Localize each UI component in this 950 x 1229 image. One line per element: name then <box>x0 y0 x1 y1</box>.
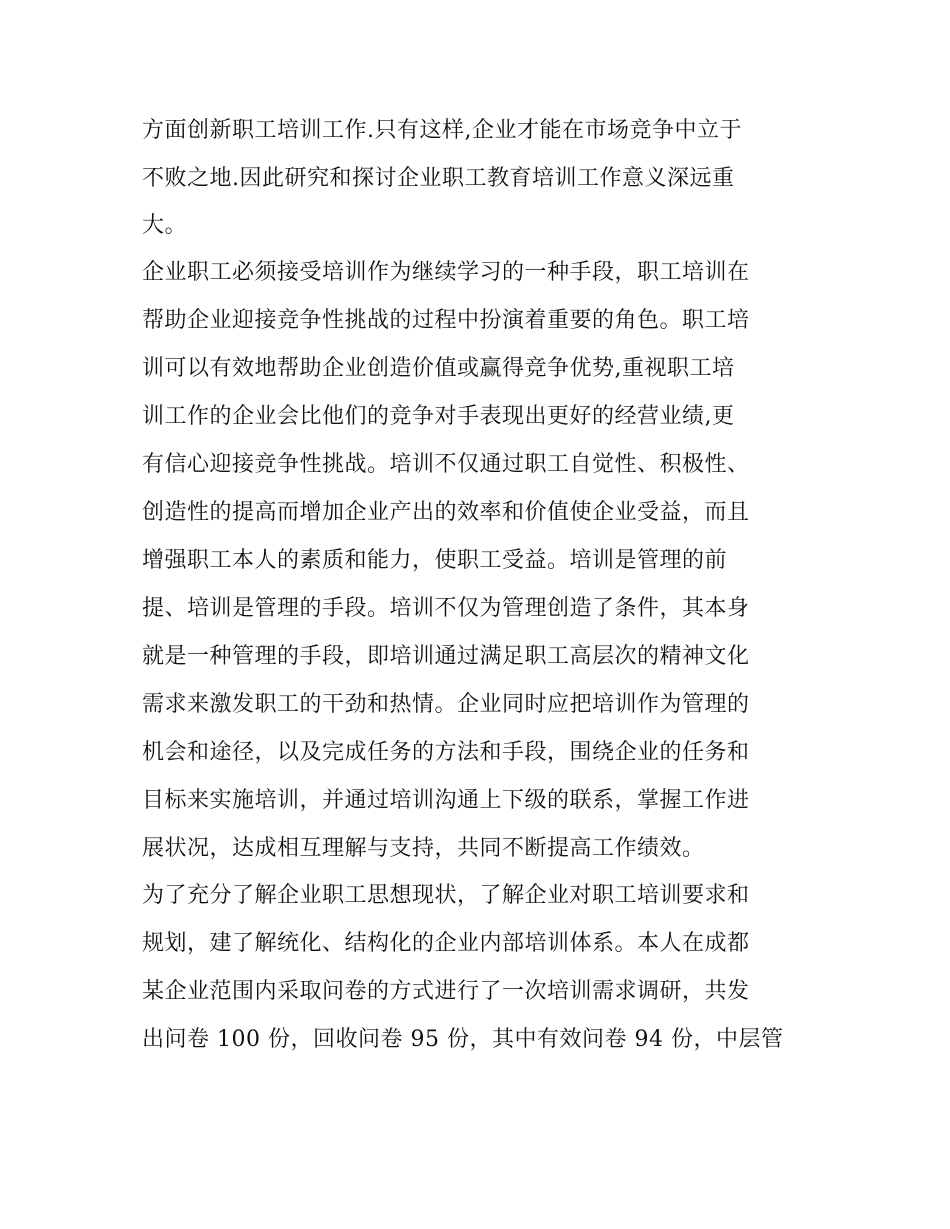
text-line: 方面创新职工培训工作.只有这样,企业才能在市场竞争中立于 <box>142 118 742 143</box>
text-line: 企业职工必须接受培训作为继续学习的一种手段，职工培训在 <box>142 260 750 285</box>
text-line: 训可以有效地帮助企业创造价值或赢得竞争优势,重视职工培 <box>142 356 735 381</box>
text-line: 帮助企业迎接竞争性挑战的过程中扮演着重要的角色。职工培 <box>142 308 750 333</box>
text-line: 需求来激发职工的干劲和热情。企业同时应把培训作为管理的 <box>142 692 750 717</box>
text-line: 机会和途径，以及完成任务的方法和手段，围绕企业的任务和 <box>142 740 750 765</box>
text-line: 规划，建了解统化、结构化的企业内部培训体系。本人在成都 <box>142 931 750 956</box>
text-line: 不败之地.因此研究和探讨企业职工教育培训工作意义深远重 <box>142 166 735 191</box>
text-line: 训工作的企业会比他们的竞争对手表现出更好的经营业绩,更 <box>142 404 735 429</box>
text-line: 创造性的提高而增加企业产出的效率和价值使企业受益，而且 <box>142 500 750 525</box>
text-line: 某企业范围内采取问卷的方式进行了一次培训需求调研，共发 <box>142 979 750 1004</box>
text-line: 有信心迎接竞争性挑战。培训不仅通过职工自觉性、积极性、 <box>142 452 750 477</box>
text-line: 目标来实施培训，并通过培训沟通上下级的联系，掌握工作进 <box>142 788 750 813</box>
text-line: 大。 <box>142 213 188 238</box>
text-line: 展状况，达成相互理解与支持，共同不断提高工作绩效。 <box>142 836 705 861</box>
text-line: 提、培训是管理的手段。培训不仅为管理创造了条件，其本身 <box>142 596 750 621</box>
text-line: 出问卷 100 份，回收问卷 95 份，其中有效问卷 94 份，中层管 <box>142 1027 784 1052</box>
text-line: 为了充分了解企业职工思想现状，了解企业对职工培训要求和 <box>142 883 750 908</box>
document-body <box>142 112 822 1059</box>
text-line: 增强职工本人的素质和能力，使职工受益。培训是管理的前 <box>142 548 728 573</box>
text-line: 就是一种管理的手段，即培训通过满足职工高层次的精神文化 <box>142 644 750 669</box>
